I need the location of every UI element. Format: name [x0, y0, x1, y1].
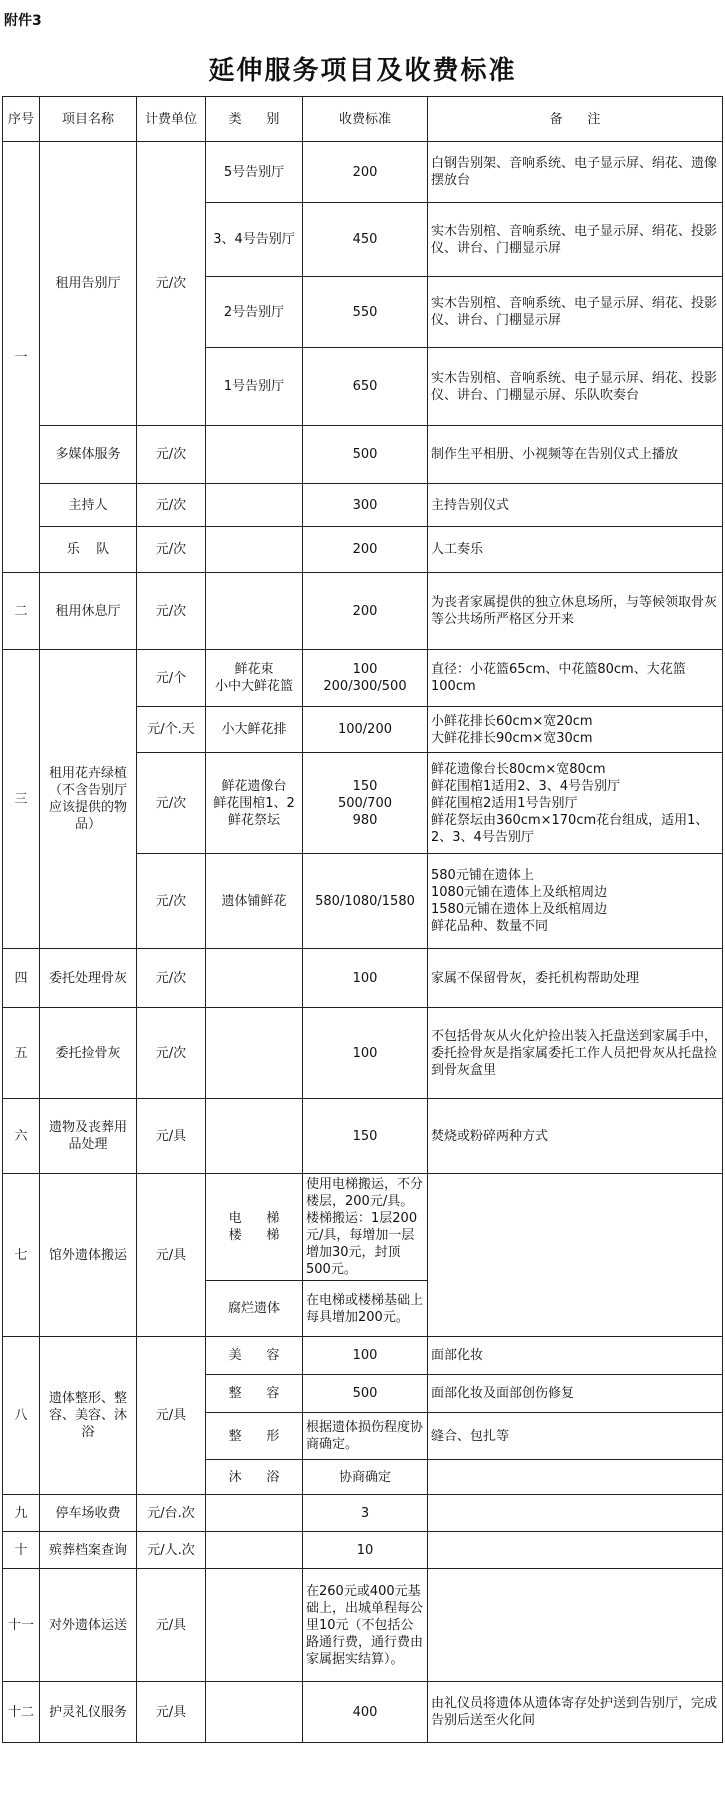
remark: 580元铺在遗体上 1080元铺在遗体上及纸棺周边 1580元铺在遗体上及纸棺周边 鲜花品种、数量不同 — [428, 854, 723, 949]
remark: 实木告别棺、音响系统、电子显示屏、绢花、投影仪、讲台、门棚显示屏 — [428, 203, 723, 277]
type: 鲜花束 小中大鲜花篮 — [206, 650, 303, 707]
header-item-name: 项目名称 — [40, 97, 137, 142]
type: 腐烂遗体 — [206, 1281, 303, 1337]
unit: 元/具 — [137, 1682, 206, 1743]
table-row — [3, 1569, 723, 1682]
item-name: 殡葬档案查询 — [40, 1532, 137, 1569]
unit: 元/具 — [137, 1099, 206, 1174]
item-name: 遗物及丧葬用品处理 — [40, 1099, 137, 1174]
unit: 元/次 — [137, 1008, 206, 1099]
fee: 500 — [303, 426, 428, 484]
type — [206, 949, 303, 1008]
fee: 580/1080/1580 — [303, 854, 428, 949]
type — [206, 426, 303, 484]
unit: 元/次 — [137, 142, 206, 426]
row-number: 五 — [3, 1008, 40, 1099]
type — [206, 484, 303, 527]
table-row — [3, 142, 723, 203]
remark: 由礼仪员将遗体从遗体寄存处护送到告别厅，完成告别后送至火化间 — [428, 1682, 723, 1743]
type — [206, 527, 303, 573]
item-name: 对外遗体运送 — [40, 1569, 137, 1682]
remark: 人工奏乐 — [428, 527, 723, 573]
row-number: 十一 — [3, 1569, 40, 1682]
table-header-row — [3, 97, 723, 142]
type: 5号告别厅 — [206, 142, 303, 203]
fee: 协商确定 — [303, 1460, 428, 1495]
fee: 使用电梯搬运，不分楼层，200元/具。楼梯搬运：1层200元/具，每增加一层增加30元，封顶500元。 — [303, 1174, 428, 1281]
remark: 面部化妆 — [428, 1337, 723, 1375]
item-name: 租用花卉绿植 （不含告别厅应该提供的物品） — [40, 650, 137, 949]
type — [206, 1495, 303, 1532]
header-unit: 计费单位 — [137, 97, 206, 142]
fee: 150 — [303, 1099, 428, 1174]
row-number: 九 — [3, 1495, 40, 1532]
remark: 面部化妆及面部创伤修复 — [428, 1375, 723, 1413]
row-number: 四 — [3, 949, 40, 1008]
row-number: 一 — [3, 142, 40, 573]
remark — [428, 1532, 723, 1569]
type — [206, 1532, 303, 1569]
type: 美 容 — [206, 1337, 303, 1375]
type — [206, 1569, 303, 1682]
row-number: 二 — [3, 573, 40, 650]
unit: 元/次 — [137, 949, 206, 1008]
type: 1号告别厅 — [206, 348, 303, 426]
item-name: 主持人 — [40, 484, 137, 527]
type: 电 梯 楼 梯 — [206, 1174, 303, 1281]
unit: 元/具 — [137, 1174, 206, 1337]
type: 2号告别厅 — [206, 277, 303, 348]
remark: 小鲜花排长60cm×宽20cm 大鲜花排长90cm×宽30cm — [428, 707, 723, 753]
item-name: 多媒体服务 — [40, 426, 137, 484]
unit: 元/次 — [137, 854, 206, 949]
fee: 3 — [303, 1495, 428, 1532]
remark: 直径：小花篮65cm、中花篮80cm、大花篮100cm — [428, 650, 723, 707]
fee: 100 — [303, 949, 428, 1008]
unit: 元/个.天 — [137, 707, 206, 753]
fee-table — [2, 96, 723, 1743]
unit: 元/次 — [137, 484, 206, 527]
remark — [428, 1569, 723, 1682]
fee: 100 200/300/500 — [303, 650, 428, 707]
remark: 不包括骨灰从火化炉捡出装入托盘送到家属手中，委托捡骨灰是指家属委托工作人员把骨灰从托盘捡到骨灰盒里 — [428, 1008, 723, 1099]
table-row — [3, 1532, 723, 1569]
type: 遗体铺鲜花 — [206, 854, 303, 949]
remark: 为丧者家属提供的独立休息场所，与等候领取骨灰等公共场所严格区分开来 — [428, 573, 723, 650]
fee: 根据遗体损伤程度协商确定。 — [303, 1413, 428, 1460]
table-row — [3, 1337, 723, 1375]
unit: 元/次 — [137, 527, 206, 573]
unit: 元/个 — [137, 650, 206, 707]
attachment-label: 附件3 — [4, 13, 42, 29]
remark — [428, 1460, 723, 1495]
fee: 100 — [303, 1008, 428, 1099]
fee: 200 — [303, 142, 428, 203]
fee: 450 — [303, 203, 428, 277]
fee: 在电梯或楼梯基础上每具增加200元。 — [303, 1281, 428, 1337]
type: 整 形 — [206, 1413, 303, 1460]
type: 3、4号告别厅 — [206, 203, 303, 277]
remark: 制作生平相册、小视频等在告别仪式上播放 — [428, 426, 723, 484]
header-fee: 收费标准 — [303, 97, 428, 142]
fee: 500 — [303, 1375, 428, 1413]
item-name: 租用休息厅 — [40, 573, 137, 650]
fee: 100/200 — [303, 707, 428, 753]
remark: 家属不保留骨灰，委托机构帮助处理 — [428, 949, 723, 1008]
fee: 100 — [303, 1337, 428, 1375]
item-name: 护灵礼仪服务 — [40, 1682, 137, 1743]
item-name: 停车场收费 — [40, 1495, 137, 1532]
header-remark: 备 注 — [428, 97, 723, 142]
remark: 缝合、包扎等 — [428, 1413, 723, 1460]
table-row — [3, 650, 723, 707]
remark: 实木告别棺、音响系统、电子显示屏、绢花、投影仪、讲台、门棚显示屏 — [428, 277, 723, 348]
remark: 实木告别棺、音响系统、电子显示屏、绢花、投影仪、讲台、门棚显示屏、乐队吹奏台 — [428, 348, 723, 426]
type: 整 容 — [206, 1375, 303, 1413]
item-name: 乐 队 — [40, 527, 137, 573]
row-number: 三 — [3, 650, 40, 949]
fee: 550 — [303, 277, 428, 348]
table-row — [3, 1682, 723, 1743]
fee: 在260元或400元基础上，出城单程每公里10元（不包括公路通行费，通行费由家属据实结算）。 — [303, 1569, 428, 1682]
table-row — [3, 426, 723, 484]
type: 鲜花遗像台 鲜花围棺1、2 鲜花祭坛 — [206, 753, 303, 854]
unit: 元/次 — [137, 753, 206, 854]
unit: 元/具 — [137, 1337, 206, 1495]
table-row — [3, 484, 723, 527]
row-number: 八 — [3, 1337, 40, 1495]
row-number: 七 — [3, 1174, 40, 1337]
type — [206, 573, 303, 650]
type: 沐 浴 — [206, 1460, 303, 1495]
table-row — [3, 1174, 723, 1281]
remark: 主持告别仪式 — [428, 484, 723, 527]
remark: 鲜花遗像台长80cm×宽80cm 鲜花围棺1适用2、3、4号告别厅 鲜花围棺2适用1号告别厅 鲜花祭坛由360cm×170cm花台组成，适用1、2、3、4号告别厅 — [428, 753, 723, 854]
fee: 400 — [303, 1682, 428, 1743]
table-row — [3, 573, 723, 650]
page-title: 延伸服务项目及收费标准 — [208, 56, 517, 86]
item-name: 租用告别厅 — [40, 142, 137, 426]
table-row — [3, 527, 723, 573]
row-number: 十二 — [3, 1682, 40, 1743]
row-number: 六 — [3, 1099, 40, 1174]
type — [206, 1099, 303, 1174]
type: 小大鲜花排 — [206, 707, 303, 753]
fee: 200 — [303, 573, 428, 650]
remark: 焚烧或粉碎两种方式 — [428, 1099, 723, 1174]
remark — [428, 1495, 723, 1532]
unit: 元/次 — [137, 426, 206, 484]
remark — [428, 1174, 723, 1337]
unit: 元/次 — [137, 573, 206, 650]
table-row — [3, 1099, 723, 1174]
item-name: 馆外遗体搬运 — [40, 1174, 137, 1337]
type — [206, 1008, 303, 1099]
fee: 150 500/700 980 — [303, 753, 428, 854]
item-name: 遗体整形、整容、美容、沐浴 — [40, 1337, 137, 1495]
item-name: 委托捡骨灰 — [40, 1008, 137, 1099]
unit: 元/人.次 — [137, 1532, 206, 1569]
header-type: 类 别 — [206, 97, 303, 142]
table-row — [3, 1495, 723, 1532]
fee: 650 — [303, 348, 428, 426]
fee: 10 — [303, 1532, 428, 1569]
row-number: 十 — [3, 1532, 40, 1569]
fee: 300 — [303, 484, 428, 527]
fee: 200 — [303, 527, 428, 573]
unit: 元/台.次 — [137, 1495, 206, 1532]
unit: 元/具 — [137, 1569, 206, 1682]
remark: 白钢告别架、音响系统、电子显示屏、绢花、遗像摆放台 — [428, 142, 723, 203]
header-no: 序号 — [3, 97, 40, 142]
table-row — [3, 1008, 723, 1099]
item-name: 委托处理骨灰 — [40, 949, 137, 1008]
type — [206, 1682, 303, 1743]
table-row — [3, 949, 723, 1008]
